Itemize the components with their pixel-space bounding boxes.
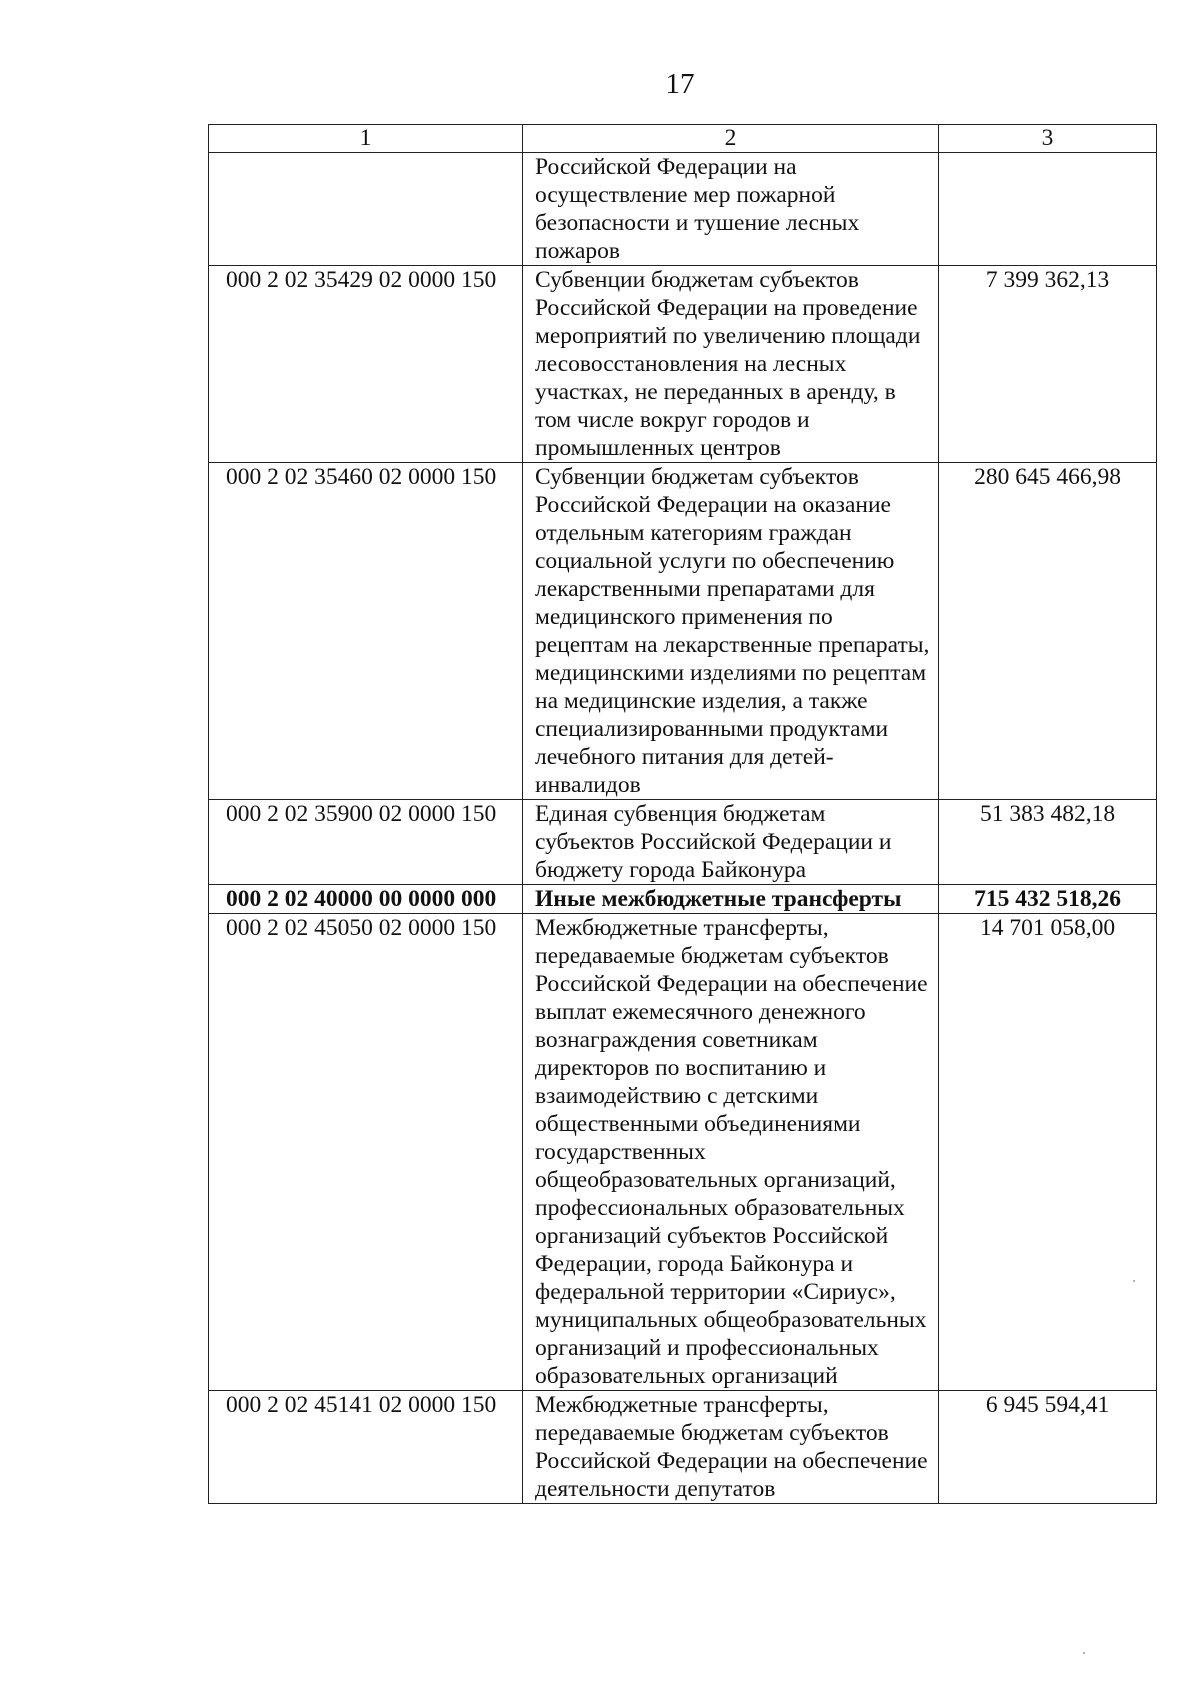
table-row xyxy=(209,153,1157,266)
table-row xyxy=(209,914,1157,1391)
amount-cell: 51 383 482,18 xyxy=(939,800,1157,885)
budget-code-cell: 000 2 02 35429 02 0000 150 xyxy=(209,266,523,463)
column-header-2: 2 xyxy=(523,125,939,153)
description-cell: Российской Федерации на осуществление мер пожарной безопасности и тушение лесных пожаров xyxy=(523,153,939,266)
budget-code-cell: 000 2 02 45050 02 0000 150 xyxy=(209,914,523,1391)
description-cell: Иные межбюджетные трансферты xyxy=(523,885,939,914)
scan-speck xyxy=(1083,1652,1085,1654)
column-header-1: 1 xyxy=(209,125,523,153)
description-cell: Субвенции бюджетам субъектов Российской Федерации на оказание отдельным категориям граждан социальной услуги по обеспечению лекарственными препаратами для медицинского применения по рецептам на лекарственные препараты, медицинскими изделиями по рецептам на медицинские изделия, а также специализированными продуктами лечебного питания для детей-инвалидов xyxy=(523,463,939,800)
table-header-row xyxy=(209,125,1157,153)
description-cell: Межбюджетные трансферты, передаваемые бюджетам субъектов Российской Федерации на обеспечение деятельности депутатов xyxy=(523,1391,939,1504)
description-cell: Единая субвенция бюджетам субъектов Российской Федерации и бюджету города Байконура xyxy=(523,800,939,885)
amount-cell: 6 945 594,41 xyxy=(939,1391,1157,1504)
budget-code-cell: 000 2 02 35460 02 0000 150 xyxy=(209,463,523,800)
page-number: 17 xyxy=(665,68,695,100)
column-header-3: 3 xyxy=(939,125,1157,153)
table-row xyxy=(209,800,1157,885)
amount-cell: 7 399 362,13 xyxy=(939,266,1157,463)
description-cell: Межбюджетные трансферты, передаваемые бюджетам субъектов Российской Федерации на обеспечение выплат ежемесячного денежного вознаграждения советникам директоров по воспитанию и взаимодействию с детскими общественными объединениями государственных общеобразовательных организаций, профессиональных образовательных организаций субъектов Российской Федерации, города Байконура и федеральной территории «Сириус», муниципальных общеобразовательных организаций и профессиональных образовательных организаций xyxy=(523,914,939,1391)
table-row xyxy=(209,463,1157,800)
budget-code-cell: 000 2 02 40000 00 0000 000 xyxy=(209,885,523,914)
budget-code-cell: 000 2 02 35900 02 0000 150 xyxy=(209,800,523,885)
scan-speck xyxy=(1133,1280,1135,1282)
amount-cell: 280 645 466,98 xyxy=(939,463,1157,800)
table-row xyxy=(209,266,1157,463)
description-cell: Субвенции бюджетам субъектов Российской Федерации на проведение мероприятий по увеличению площади лесовосстановления на лесных участках, не переданных в аренду, в том числе вокруг городов и промышленных центров xyxy=(523,266,939,463)
amount-cell: 715 432 518,26 xyxy=(939,885,1157,914)
budget-code-cell xyxy=(209,153,523,266)
table-row-total xyxy=(209,885,1157,914)
amount-cell xyxy=(939,153,1157,266)
budget-code-cell: 000 2 02 45141 02 0000 150 xyxy=(209,1391,523,1504)
table-row xyxy=(209,1391,1157,1504)
amount-cell: 14 701 058,00 xyxy=(939,914,1157,1391)
budget-revenue-table xyxy=(208,124,1157,1504)
